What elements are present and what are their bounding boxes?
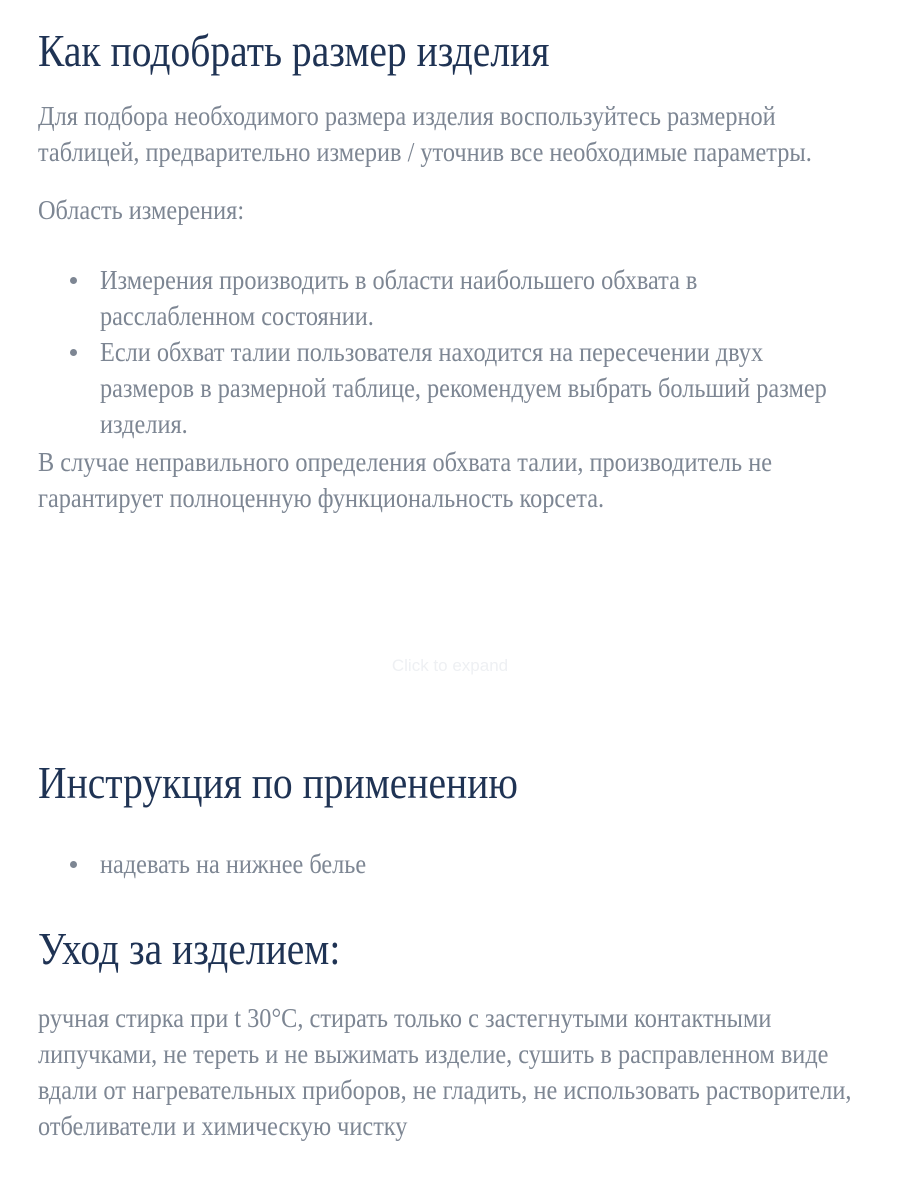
- list-item: [38, 846, 868, 882]
- care-section-title: Уход за изделием:: [38, 923, 341, 974]
- list-item: [38, 262, 868, 334]
- size-bullet-list: [38, 262, 868, 442]
- size-intro-text: Для подбора необходимого размера изделия воспользуйтесь размерной таблицей, предварительно измерив / уточнив все необходимые параметры.: [38, 101, 812, 167]
- care-text: ручная стирка при t 30°C, стирать только с застегнутыми контактными липучками, не тереть и не выжимать изделие, сушить в расправленном виде вдали от нагревательных приборов, не гладить, не использовать растворители, отбеливатели и химическую чистку: [38, 1003, 852, 1141]
- size-warning-text: В случае неправильного определения обхвата талии, производитель не гарантирует полноценную функциональность корсета.: [38, 447, 773, 513]
- bullet-icon: [70, 861, 77, 868]
- measure-area-label: Область измерения:: [38, 195, 245, 225]
- instructions-bullet-list: [38, 846, 868, 882]
- bullet-icon: [70, 277, 77, 284]
- bullet-text: надевать на нижнее белье: [100, 849, 367, 879]
- bullet-text: Если обхват талии пользователя находится на пересечении двух размеров в размерной таблице, рекомендуем выбрать больший размер изделия.: [100, 337, 827, 439]
- list-item: [38, 334, 868, 442]
- bullet-text: Измерения производить в области наибольшего обхвата в расслабленном состоянии.: [100, 265, 698, 331]
- size-section-title: Как подобрать размер изделия: [38, 25, 550, 76]
- click-to-expand-link[interactable]: Click to expand: [391, 656, 509, 675]
- instructions-section-title: Инструкция по применению: [38, 757, 518, 808]
- bullet-icon: [70, 349, 77, 356]
